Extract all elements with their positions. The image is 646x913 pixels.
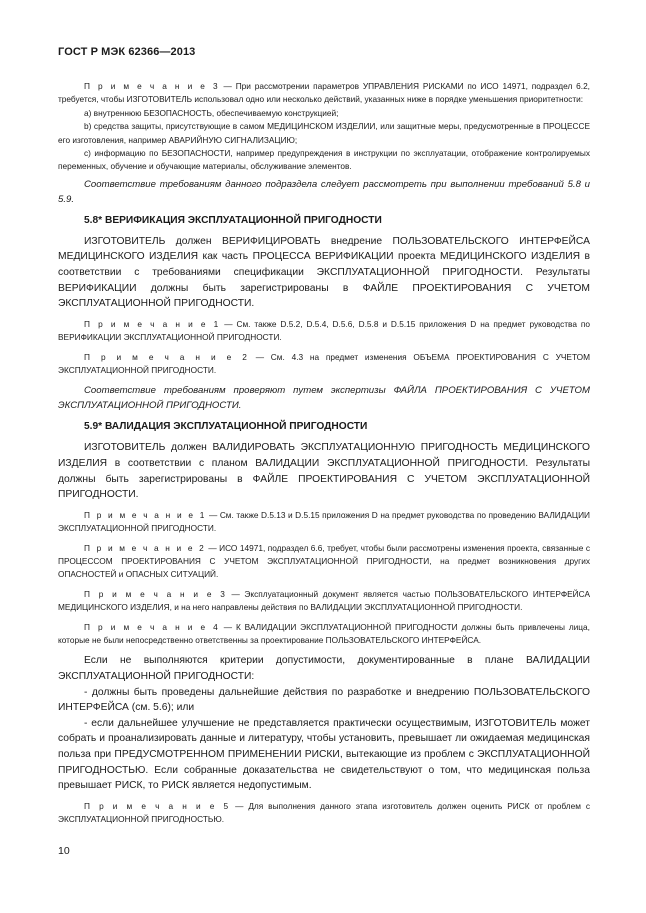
- note-label: П р и м е ч а н и е 2: [84, 351, 249, 362]
- compliance-paragraph: Соответствие требованиям проверяют путем экспертизы ФАЙЛА ПРОЕКТИРОВАНИЯ С УЧЕТОМ ЭКСПЛУАТАЦИОННОЙ ПРИГОДНОСТИ.: [58, 385, 590, 412]
- body-paragraph: ИЗГОТОВИТЕЛЬ должен ВАЛИДИРОВАТЬ ЭКСПЛУАТАЦИОННУЮ ПРИГОДНОСТЬ МЕДИЦИНСКОГО ИЗДЕЛИЯ в соответствии с планом ВАЛИДАЦИИ ЭКСПЛУАТАЦИОННОЙ ПРИГОДНОСТИ. Результаты должны быть зарегистрированы в ФАЙЛЕ ПРОЕКТИРОВАНИЯ С УЧЕТОМ ЭКСПЛУАТАЦИОННОЙ ПРИГОДНОСТИ.: [58, 442, 590, 501]
- note-paragraph: [58, 800, 590, 827]
- note-text: — При рассмотрении параметров УПРАВЛЕНИЯ РИСКАМИ по ИСО 14971, подраздел 6.2, требуется, чтобы ИЗГОТОВИТЕЛЬ использовал одно или несколько действий, указанных ниже в порядке уменьшения приоритетности:: [58, 81, 590, 105]
- list-item: - если дальнейшее улучшение не представляется практически осуществимым, ИЗГОТОВИТЕЛЬ может собрать и проанализировать данные и литературу, чтобы установить, превышает ли ожидаемая медицинская польза при ПРЕДУСМОТРЕННОМ ПРИМЕНЕНИИ РИСКИ, вытекающие из проблем с ЭКСПЛУАТАЦИОННОЙ ПРИГОДНОСТЬЮ. Если собранные доказательства не свидетельствуют о том, что медицинская польза превышает РИСК, то РИСК является недопустимым.: [58, 717, 590, 792]
- section-heading-5-8: 5.8* ВЕРИФИКАЦИЯ ЭКСПЛУАТАЦИОННОЙ ПРИГОДНОСТИ: [84, 214, 382, 226]
- section-heading-5-9: 5.9* ВАЛИДАЦИЯ ЭКСПЛУАТАЦИОННОЙ ПРИГОДНОСТИ: [84, 421, 368, 433]
- note-text: — ИСО 14971, подраздел 6.6, требует, чтобы были рассмотрены изменения проекта, связанные с ПРОЦЕССОМ ПРОЕКТИРОВАНИЯ С УЧЕТОМ ЭКСПЛУАТАЦИОННОЙ ПРИГОДНОСТИ, на предмет возникновения других ОПАСНОСТЕЙ и ОПАСНЫХ СИТУАЦИЙ.: [58, 542, 590, 580]
- note-text: — К ВАЛИДАЦИИ ЭКСПЛУАТАЦИОННОЙ ПРИГОДНОСТИ должны быть привлечены лица, которые не были непосредственно ответственны за проектирование ПОЛЬЗОВАТЕЛЬСКОГО ИНТЕРФЕЙСА.: [58, 621, 590, 646]
- note-text: — См. также D.5.2, D.5.4, D.5.6, D.5.8 и D.5.15 приложения D на предмет руководства по ВЕРИФИКАЦИИ ЭКСПЛУАТАЦИОННОЙ ПРИГОДНОСТИ.: [58, 318, 590, 343]
- document-header: ГОСТ Р МЭК 62366—2013: [58, 46, 196, 58]
- note-label: П р и м е ч а н и е 1: [84, 509, 207, 520]
- list-item-c: с) информацию по БЕЗОПАСНОСТИ, например предупреждения в инструкции по эксплуатации, отображение контролируемых переменных, обучение и обучающие материалы, обслуживание элементов.: [58, 148, 590, 172]
- note-label: П р и м е ч а н и е 1: [84, 318, 221, 329]
- note-paragraph: [58, 542, 590, 582]
- note-label: П р и м е ч а н и е 3: [84, 81, 220, 91]
- note-text: — Эксплуатационный документ является частью ПОЛЬЗОВАТЕЛЬСКОГО ИНТЕРФЕЙСА МЕДИЦИНСКОГО ИЗДЕЛИЯ, и на него направлены действия по ВАЛИДАЦИИ ЭКСПЛУАТАЦИОННОЙ ПРИГОДНОСТИ.: [58, 588, 590, 613]
- note-text: — См. также D.5.13 и D.5.15 приложения D на предмет руководства по проведению ВАЛИДАЦИИ ЭКСПЛУАТАЦИОННОЙ ПРИГОДНОСТИ.: [58, 509, 590, 534]
- list-item: - должны быть проведены дальнейшие действия по разработке и внедрению ПОЛЬЗОВАТЕЛЬСКОГО ИНТЕРФЕЙСА (см. 5.6); или: [58, 686, 590, 714]
- note-paragraph: [58, 80, 590, 107]
- note-paragraph: [58, 621, 590, 648]
- note-label: П р и м е ч а н и е 2: [84, 542, 206, 553]
- page-number: 10: [58, 845, 70, 857]
- note-label: П р и м е ч а н и е 5: [84, 800, 231, 811]
- note-text: — Для выполнения данного этапа изготовитель должен оценить РИСК от проблем с ЭКСПЛУАТАЦИОННОЙ ПРИГОДНОСТЬЮ.: [58, 800, 590, 825]
- note-text: — См. 4.3 на предмет изменения ОБЪЕМА ПРОЕКТИРОВАНИЯ С УЧЕТОМ ЭКСПЛУАТАЦИОННОЙ ПРИГОДНОСТИ.: [58, 351, 590, 376]
- body-paragraph: ИЗГОТОВИТЕЛЬ должен ВЕРИФИЦИРОВАТЬ внедрение ПОЛЬЗОВАТЕЛЬСКОГО ИНТЕРФЕЙСА МЕДИЦИНСКОГО ИЗДЕЛИЯ как часть ПРОЦЕССА ВЕРИФИКАЦИИ проекта МЕДИЦИНСКОГО ИЗДЕЛИЯ в соответствии с требованиями спецификации ЭКСПЛУАТАЦИОННОЙ ПРИГОДНОСТИ. Результаты ВЕРИФИКАЦИИ должны быть зарегистрированы в ФАЙЛЕ ПРОЕКТИРОВАНИЯ С УЧЕТОМ ЭКСПЛУАТАЦИОННОЙ ПРИГОДНОСТИ.: [58, 235, 590, 310]
- document-body: [58, 80, 590, 827]
- note-paragraph: [58, 318, 590, 345]
- body-paragraph: Если не выполняются критерии допустимости, документированные в плане ВАЛИДАЦИИ ЭКСПЛУАТАЦИОННОЙ ПРИГОДНОСТИ:: [58, 655, 590, 683]
- list-item-b: b) средства защиты, присутствующие в самом МЕДИЦИНСКОМ ИЗДЕЛИИ, или защитные меры, предусмотренные в ПРОЦЕССЕ его изготовления, например АВАРИЙНУЮ СИГНАЛИЗАЦИЮ;: [58, 121, 590, 145]
- compliance-paragraph: Соответствие требованиям данного подраздела следует рассмотреть при выполнении требований 5.8 и 5.9.: [58, 178, 590, 205]
- note-label: П р и м е ч а н и е 3: [84, 588, 227, 599]
- note-paragraph: [58, 509, 590, 536]
- note-paragraph: [58, 588, 590, 615]
- list-item-a: а) внутреннюю БЕЗОПАСНОСТЬ, обеспечиваемую конструкцией;: [84, 107, 339, 118]
- note-paragraph: [58, 351, 590, 378]
- note-label: П р и м е ч а н и е 4: [84, 621, 220, 632]
